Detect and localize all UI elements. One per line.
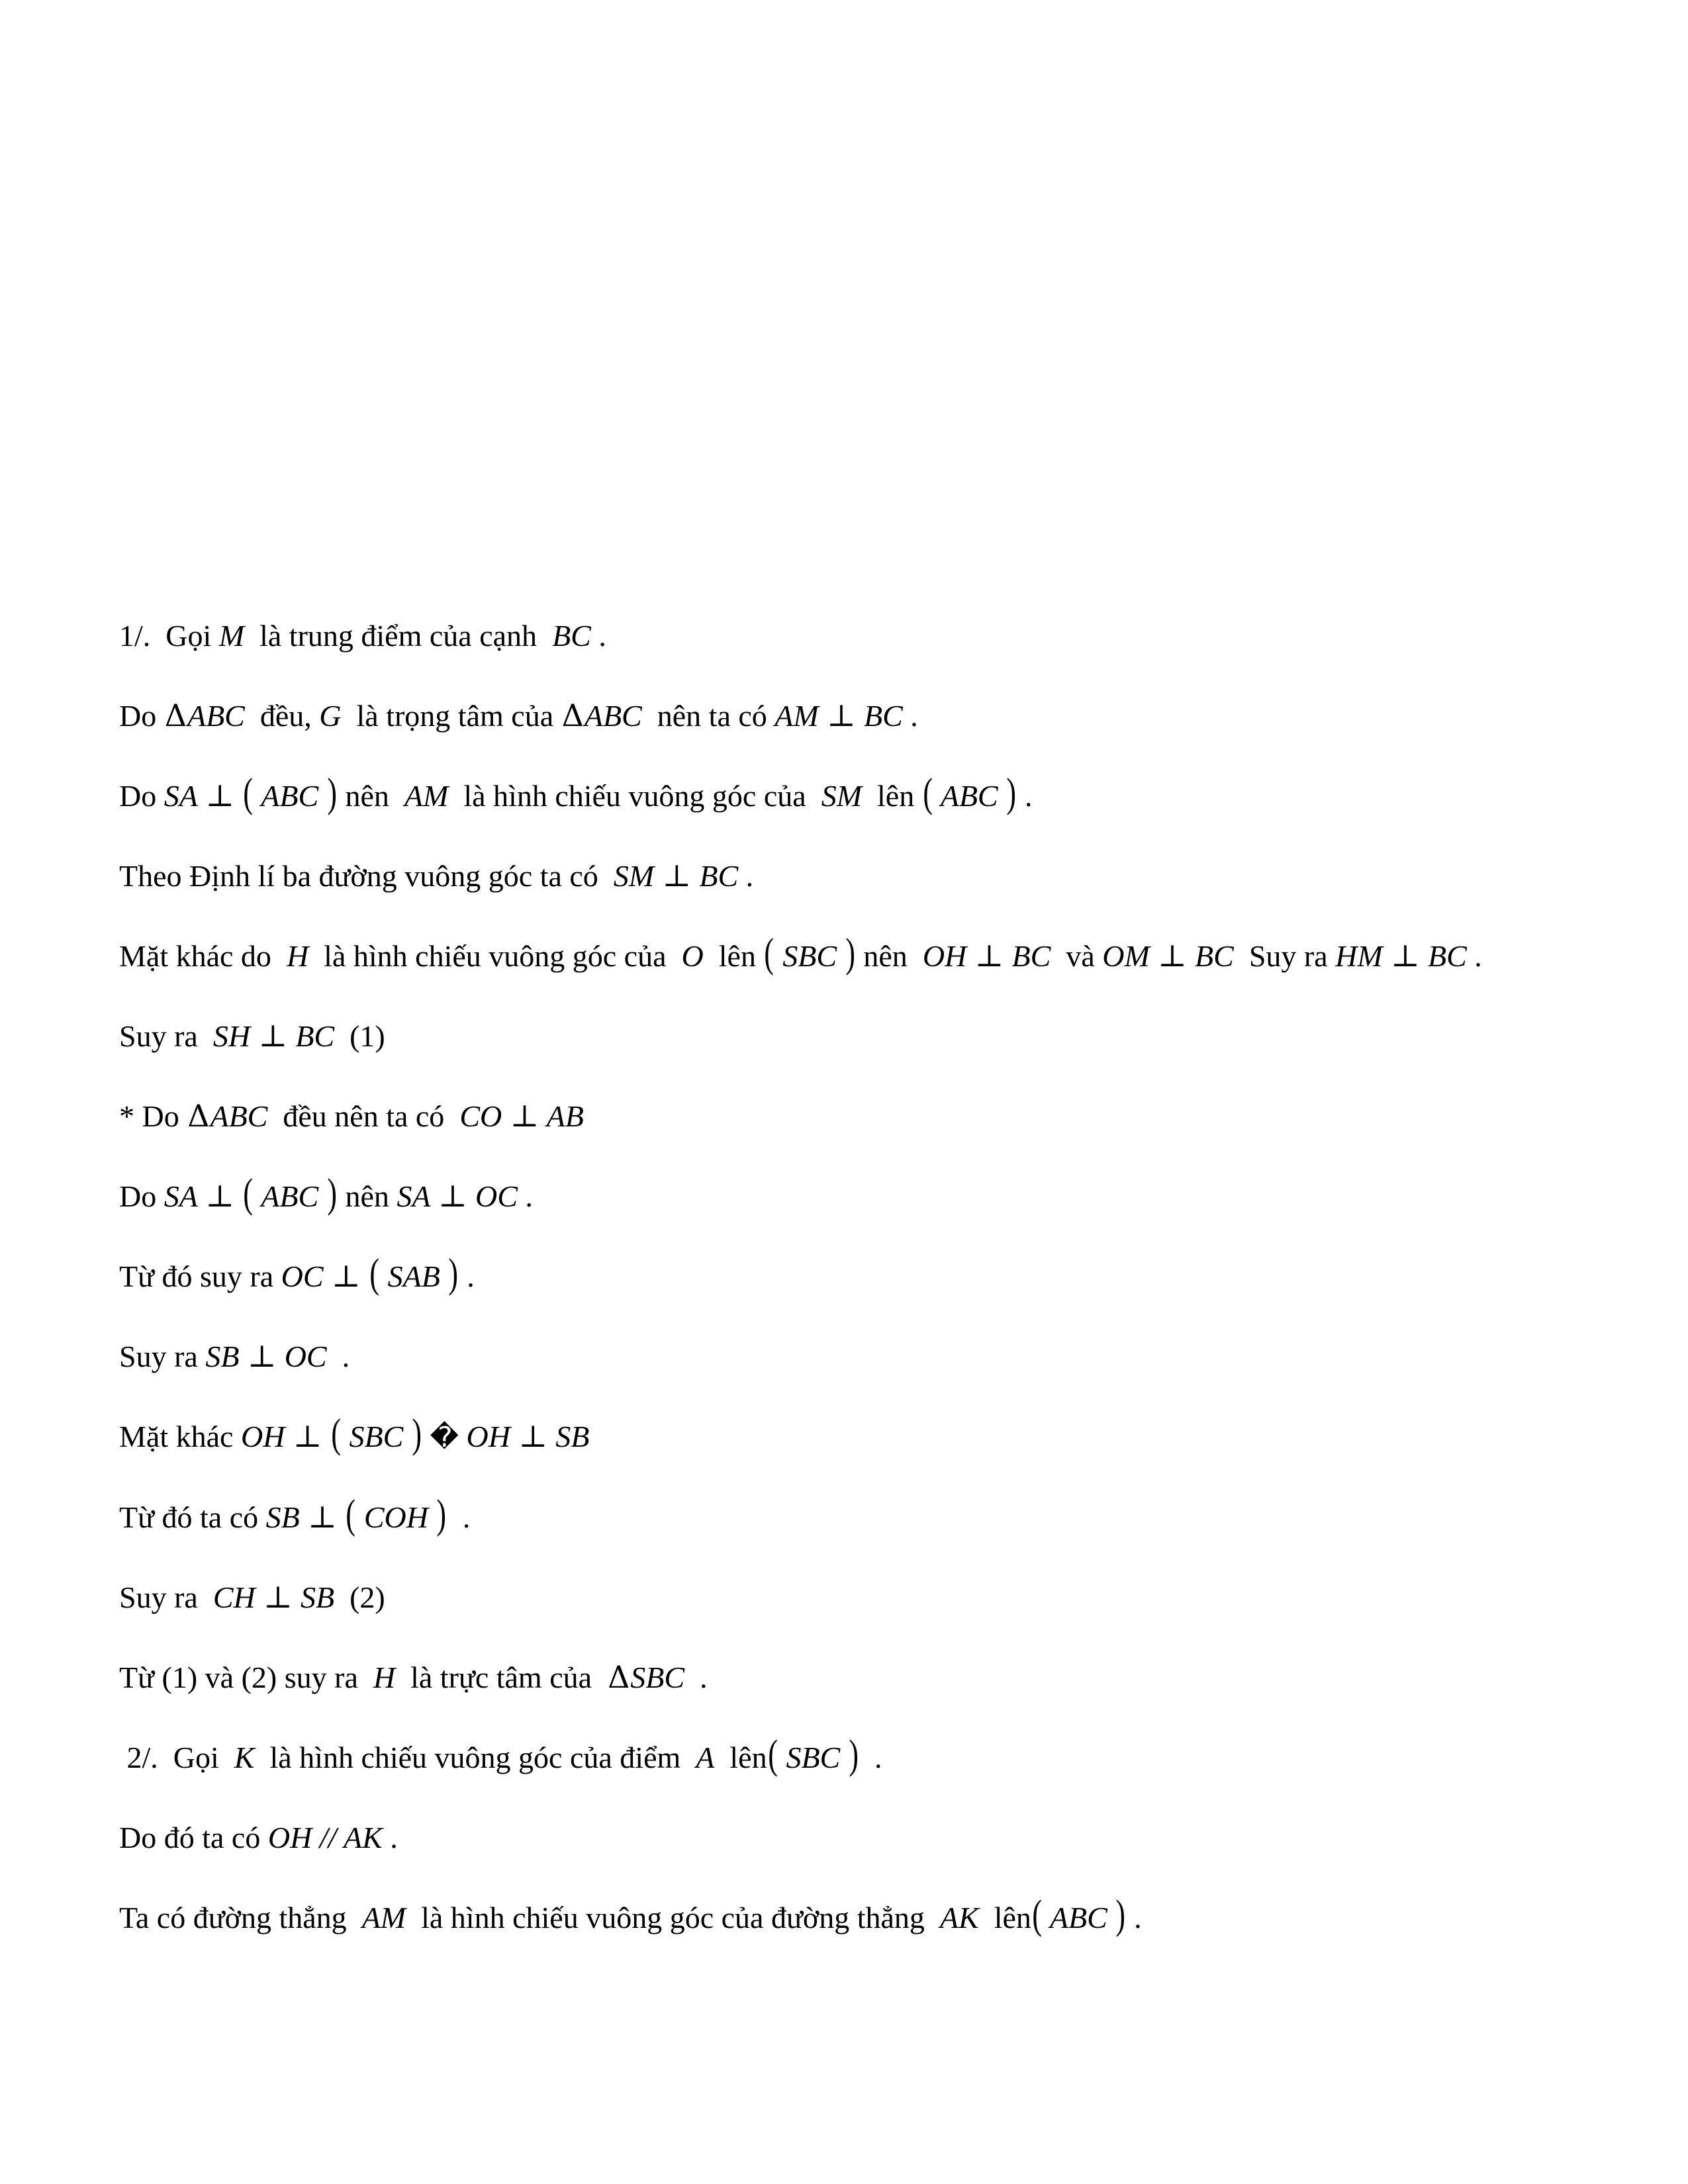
- text-run: 2/. Gọi: [119, 1741, 234, 1774]
- math-text: G: [319, 699, 342, 733]
- math-run: [922, 769, 1017, 815]
- text-run: Mặt khác: [119, 1420, 241, 1453]
- math-text: OC: [277, 1340, 327, 1373]
- math-run: [234, 1741, 255, 1774]
- paren: (: [331, 1410, 341, 1456]
- math-run: [281, 1250, 459, 1296]
- math-run: [1102, 939, 1234, 973]
- math-run: [459, 1099, 584, 1133]
- text-run: lên: [978, 1901, 1031, 1934]
- math-run: [1335, 939, 1467, 973]
- math-text: OC: [467, 1179, 518, 1213]
- math-text: OM: [1102, 939, 1158, 973]
- math-text: SB: [293, 1580, 335, 1614]
- text-run: .: [590, 619, 606, 653]
- math-text: H: [286, 939, 309, 973]
- math-run: [265, 1490, 447, 1537]
- text-line: [119, 1878, 1648, 1958]
- math-run: [213, 1580, 334, 1614]
- math-text: CH: [212, 1580, 263, 1614]
- perpendicular-symbol: ⊥: [438, 1178, 467, 1214]
- text-run: .: [684, 1661, 708, 1694]
- math-text: ABC: [584, 699, 642, 733]
- perpendicular-symbol: ⊥: [308, 1499, 337, 1535]
- text-run: Theo Định lí ba đường vuông góc ta có: [119, 859, 614, 893]
- math-text: OH: [922, 939, 974, 973]
- text-run: 1/. Gọi: [119, 619, 219, 653]
- perpendicular-symbol: ⊥: [974, 938, 1004, 974]
- math-text: ABC: [254, 779, 326, 813]
- text-run: .: [326, 1340, 350, 1373]
- math-run: [362, 1901, 406, 1934]
- math-run: [767, 1731, 859, 1777]
- paren: (: [923, 769, 933, 815]
- perpendicular-symbol: ⊥: [827, 698, 856, 733]
- text-run: là hình chiếu vuông góc của: [448, 779, 821, 813]
- text-run: Do: [119, 779, 164, 813]
- text-run: [459, 1420, 467, 1453]
- perpendicular-symbol: ⊥: [510, 1098, 539, 1134]
- text-run: là trung điểm của cạnh: [244, 619, 553, 653]
- math-text: SBC: [341, 1420, 411, 1453]
- text-run: .: [1017, 779, 1033, 813]
- text-run: là hình chiếu vuông góc của đường thẳng: [406, 1901, 940, 1934]
- paren: ): [327, 769, 337, 815]
- math-text: OC: [281, 1259, 332, 1293]
- text-run: * Do: [119, 1099, 187, 1133]
- paren: ): [845, 929, 855, 976]
- math-run: [940, 1901, 979, 1934]
- text-run: nên ta có: [641, 699, 775, 733]
- math-run: [164, 769, 338, 815]
- delta-symbol: Δ: [561, 698, 584, 733]
- math-text: SM: [613, 859, 662, 893]
- text-run: [422, 1420, 430, 1453]
- replacement-character: �: [430, 1421, 459, 1453]
- text-line: [119, 676, 1648, 756]
- perpendicular-symbol: ⊥: [1158, 938, 1187, 974]
- math-run: [205, 1340, 326, 1373]
- math-text: BC: [691, 859, 739, 893]
- math-text: SB: [547, 1420, 590, 1453]
- math-text: SM: [821, 779, 863, 813]
- paren: ): [436, 1490, 447, 1537]
- delta-symbol: Δ: [608, 1659, 630, 1695]
- paren: (: [369, 1250, 379, 1296]
- math-run: [240, 1410, 422, 1456]
- text-line: [119, 1557, 1648, 1637]
- perpendicular-symbol: ⊥: [205, 1178, 234, 1214]
- math-text: [235, 1179, 243, 1213]
- math-run: [552, 619, 591, 653]
- math-text: ABC: [187, 699, 245, 733]
- text-line: [119, 756, 1648, 836]
- math-text: OH: [240, 1420, 293, 1453]
- paren: (: [767, 1731, 778, 1777]
- math-run: [397, 1179, 517, 1213]
- perpendicular-symbol: ⊥: [293, 1418, 322, 1454]
- text-run: (1): [334, 1019, 385, 1053]
- math-text: AK: [939, 1901, 979, 1934]
- text-run: Suy ra: [119, 1340, 206, 1373]
- text-run: Do: [119, 699, 164, 733]
- math-text: HM: [1335, 939, 1391, 973]
- math-run: [404, 779, 448, 813]
- text-run: Do: [119, 1179, 164, 1213]
- math-text: K: [234, 1741, 255, 1774]
- math-text: H: [373, 1661, 396, 1694]
- text-run: .: [517, 1179, 533, 1213]
- math-text: AB: [539, 1099, 584, 1133]
- text-run: Do đó ta có: [119, 1821, 268, 1854]
- math-run: [164, 1169, 338, 1216]
- math-run: [164, 699, 245, 733]
- text-run: .: [1126, 1901, 1142, 1934]
- text-run: Từ (1) và (2) suy ra: [119, 1661, 373, 1694]
- math-text: SBC: [774, 939, 845, 973]
- text-run: lên: [862, 779, 922, 813]
- math-text: O: [681, 939, 704, 973]
- paren: (: [1032, 1891, 1042, 1937]
- math-run: [614, 859, 738, 893]
- text-run: .: [738, 859, 754, 893]
- math-run: [607, 1661, 684, 1694]
- math-text: ABC: [1043, 1901, 1115, 1934]
- text-run: nên: [338, 1179, 397, 1213]
- text-run: .: [902, 699, 918, 733]
- text-run: .: [1466, 939, 1482, 973]
- text-line: [119, 1076, 1648, 1156]
- math-text: AM: [774, 699, 827, 733]
- math-text: BC: [287, 1019, 335, 1053]
- text-run: Mặt khác do: [119, 939, 287, 973]
- text-run: đều,: [244, 699, 320, 733]
- perpendicular-symbol: ⊥: [205, 778, 234, 813]
- text-run: đều nên ta có: [267, 1099, 460, 1133]
- math-run: [319, 699, 341, 733]
- text-run: Suy ra: [119, 1580, 213, 1614]
- math-run: [466, 1420, 589, 1453]
- text-line: [119, 916, 1648, 996]
- math-text: [322, 1420, 330, 1453]
- text-line: [119, 836, 1648, 916]
- math-text: M: [218, 619, 245, 653]
- math-run: [268, 1821, 383, 1854]
- paren: (: [764, 929, 774, 976]
- math-text: BC: [552, 619, 591, 653]
- math-run: [774, 699, 902, 733]
- perpendicular-symbol: ⊥: [518, 1418, 547, 1454]
- math-run: [373, 1661, 395, 1694]
- text-line: [119, 1156, 1648, 1236]
- paren: ): [1006, 769, 1017, 815]
- math-run: [923, 939, 1051, 973]
- math-text: OH // AK: [267, 1821, 383, 1854]
- delta-symbol: Δ: [187, 1098, 210, 1134]
- text-line: [119, 1477, 1648, 1557]
- text-run: Suy ra: [1233, 939, 1336, 973]
- math-text: SH: [212, 1019, 258, 1053]
- math-run: [763, 929, 855, 976]
- text-line: [119, 1717, 1648, 1797]
- math-text: OH: [466, 1420, 518, 1453]
- perpendicular-symbol: ⊥: [662, 858, 691, 893]
- math-text: SBC: [778, 1741, 848, 1774]
- math-text: BC: [1004, 939, 1051, 973]
- perpendicular-symbol: ⊥: [258, 1018, 287, 1054]
- text-line: [119, 1236, 1648, 1316]
- text-run: là trọng tâm của: [341, 699, 561, 733]
- text-run: là trực tâm của: [395, 1661, 608, 1694]
- paren: ): [448, 1250, 459, 1296]
- math-text: SB: [205, 1340, 247, 1373]
- math-run: [287, 939, 308, 973]
- text-line: [119, 996, 1648, 1076]
- math-run: [187, 1099, 267, 1133]
- text-line: [119, 1797, 1648, 1878]
- math-run: [219, 619, 244, 653]
- math-text: ABC: [210, 1099, 268, 1133]
- math-text: [235, 779, 243, 813]
- math-text: CO: [459, 1099, 510, 1133]
- math-run: [821, 779, 862, 813]
- math-text: COH: [356, 1500, 436, 1534]
- text-run: Suy ra: [119, 1019, 213, 1053]
- math-text: [338, 1500, 346, 1534]
- math-text: SAB: [380, 1259, 448, 1293]
- paren: ): [1115, 1891, 1126, 1937]
- math-text: ABC: [254, 1179, 326, 1213]
- math-text: ABC: [933, 779, 1006, 813]
- math-text: SA: [397, 1179, 438, 1213]
- math-run: [682, 939, 704, 973]
- perpendicular-symbol: ⊥: [1391, 938, 1420, 974]
- math-text: SBC: [630, 1661, 685, 1694]
- text-run: Từ đó suy ra: [119, 1259, 281, 1293]
- paren: ): [412, 1410, 422, 1456]
- paren: ): [849, 1731, 859, 1777]
- paren: (: [346, 1490, 355, 1537]
- math-text: SA: [164, 779, 205, 813]
- math-text: AM: [404, 779, 449, 813]
- text-run: là hình chiếu vuông góc của điểm: [254, 1741, 696, 1774]
- math-run: [561, 699, 642, 733]
- text-line: [119, 1637, 1648, 1717]
- paren: ): [327, 1169, 337, 1216]
- text-run: .: [447, 1500, 471, 1534]
- text-run: và: [1051, 939, 1103, 973]
- math-text: SA: [164, 1179, 205, 1213]
- delta-symbol: Δ: [164, 698, 187, 733]
- math-text: AM: [361, 1901, 406, 1934]
- math-run: [696, 1741, 714, 1774]
- perpendicular-symbol: ⊥: [263, 1579, 293, 1615]
- text-run: .: [459, 1259, 475, 1293]
- text-run: Từ đó ta có: [119, 1500, 266, 1534]
- perpendicular-symbol: ⊥: [332, 1258, 361, 1294]
- perpendicular-symbol: ⊥: [247, 1338, 277, 1374]
- text-run: .: [859, 1741, 882, 1774]
- text-run: lên: [714, 1741, 767, 1774]
- math-text: BC: [856, 699, 903, 733]
- math-text: SB: [265, 1500, 308, 1534]
- text-run: .: [382, 1821, 398, 1854]
- text-run: nên: [338, 779, 404, 813]
- text-line: [119, 596, 1648, 676]
- paren: (: [243, 769, 254, 815]
- math-run: [213, 1019, 334, 1053]
- text-line: [119, 1316, 1648, 1396]
- math-text: BC: [1187, 939, 1234, 973]
- math-text: A: [696, 1741, 715, 1774]
- text-run: lên: [703, 939, 764, 973]
- text-run: là hình chiếu vuông góc của: [308, 939, 682, 973]
- math-text: [361, 1259, 369, 1293]
- paren: (: [243, 1169, 254, 1216]
- document-content: [119, 596, 1648, 1958]
- text-run: nên: [855, 939, 923, 973]
- math-run: [1031, 1891, 1127, 1937]
- math-text: BC: [1420, 939, 1467, 973]
- text-run: (2): [334, 1580, 385, 1614]
- text-run: Ta có đường thẳng: [119, 1901, 362, 1934]
